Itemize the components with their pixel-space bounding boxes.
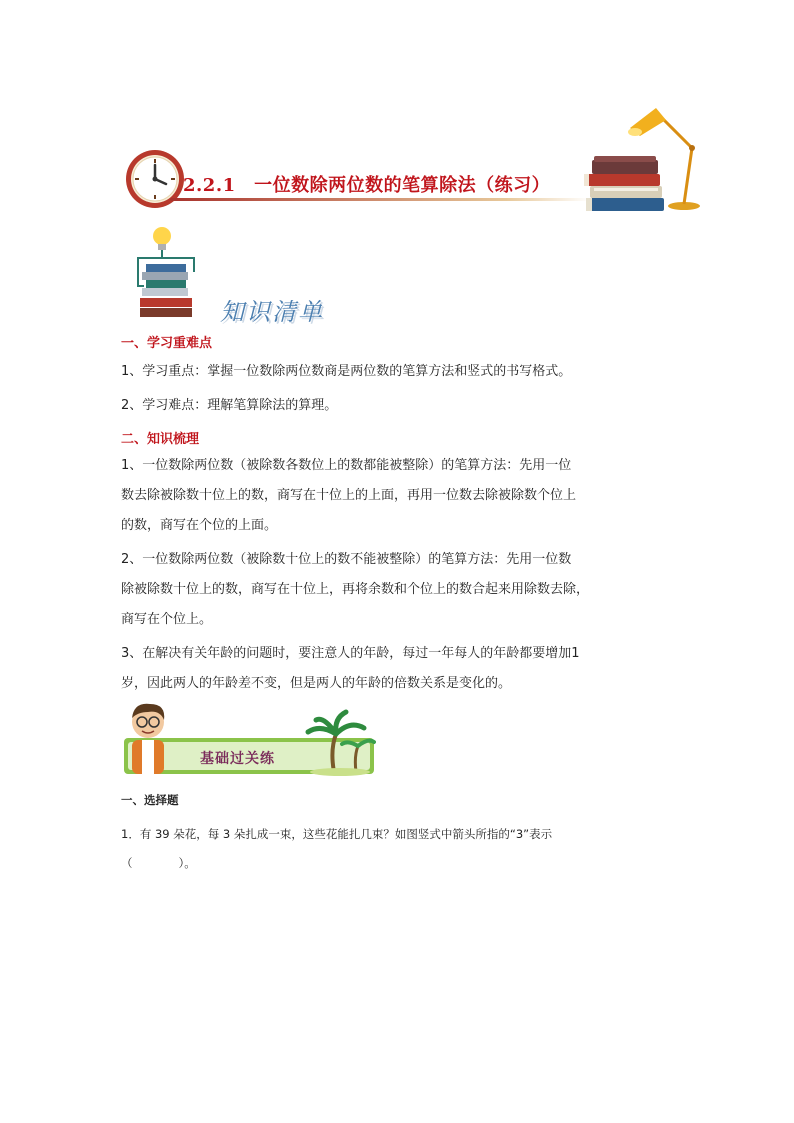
review-item2-line2: 除被除数十位上的数，商写在十位上，再将余数和个位上的数合起来用除数去除， xyxy=(121,582,590,597)
page-title: 2.2.1 一位数除两位数的笔算除法（练习） xyxy=(183,175,551,196)
review-item1-line2: 数去除被除数十位上的数，商写在十位上的上面，再用一位数去除被除数个位上 xyxy=(121,488,577,503)
review-item1-line3: 的数，商写在个位的上面。 xyxy=(121,518,278,533)
lightbulb-books-icon xyxy=(134,224,224,320)
review-item3-line2: 岁，因此两人的年龄差不变，但是两人的年龄的倍数关系是变化的。 xyxy=(121,676,512,691)
review-item2-line1: 2、一位数除两位数（被除数十位上的数不能被整除）的笔算方法：先用一位数 xyxy=(121,552,572,567)
question-1-text: 1．有 39 朵花，每 3 朵扎成一束，这些花能扎几束？如图竖式中箭头所指的“3”表示 xyxy=(121,827,553,841)
desk-lamp-icon xyxy=(626,100,708,212)
section-heading-key-points: 一、学习重难点 xyxy=(121,336,213,351)
practice-banner-title: 基础过关练 xyxy=(200,751,275,767)
knowledge-list-heading: 知识清单 xyxy=(220,298,324,326)
review-item2-line3: 商写在个位上。 xyxy=(121,612,213,627)
review-item1-line1: 1、一位数除两位数（被除数各数位上的数都能被整除）的笔算方法：先用一位 xyxy=(121,458,572,473)
difficulty-line: 2、学习难点：理解笔算除法的算理。 xyxy=(121,398,338,413)
review-item3-line1: 3、在解决有关年龄的问题时，要注意人的年龄，每过一年每人的年龄都要增加1 xyxy=(121,646,580,661)
practice-banner xyxy=(120,700,376,780)
section-heading-choice: 一、选择题 xyxy=(121,793,179,807)
question-1-answer-blank: （ ）。 xyxy=(121,856,196,870)
key-point-line: 1、学习重点：掌握一位数除两位数商是两位数的笔算方法和竖式的书写格式。 xyxy=(121,364,572,379)
section-heading-knowledge-review: 二、知识梳理 xyxy=(121,432,200,447)
title-underline xyxy=(170,198,590,201)
